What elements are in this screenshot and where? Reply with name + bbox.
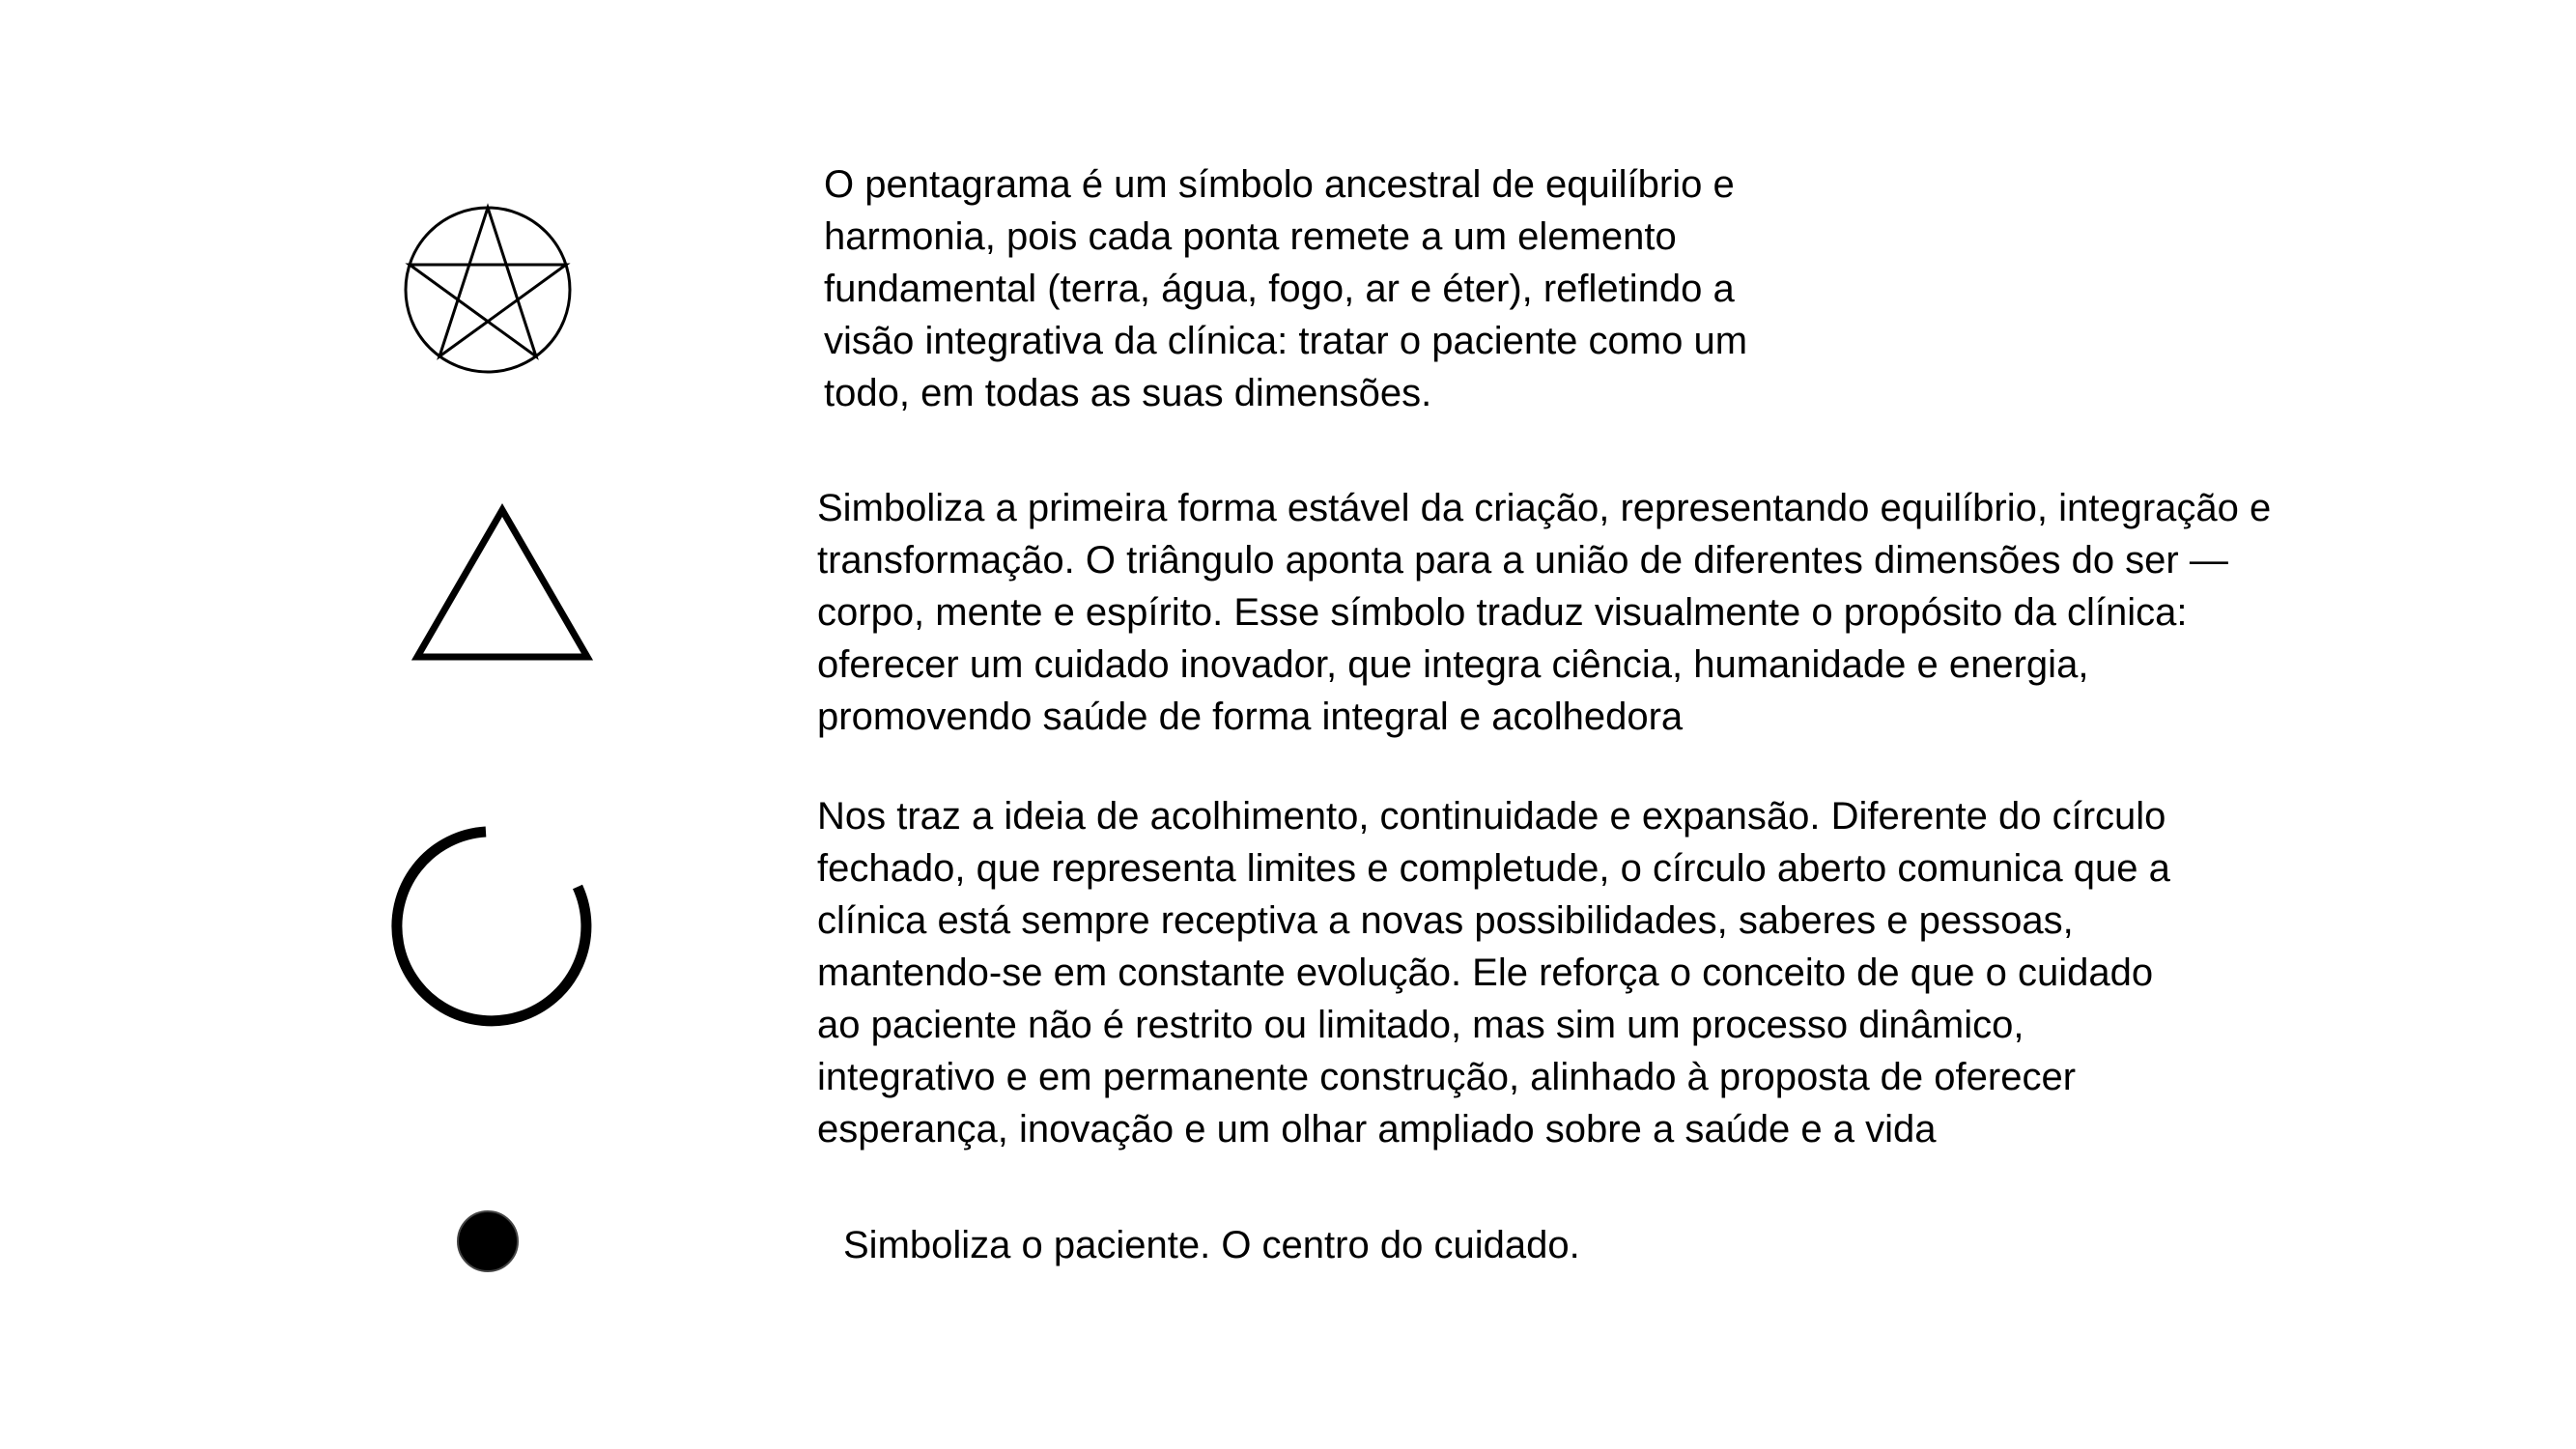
pentagram-description	[824, 158, 1747, 419]
open-circle-icon	[384, 819, 597, 1032]
text-line: Simboliza o paciente. O centro do cuidado.	[843, 1224, 1580, 1266]
triangle-icon	[410, 502, 594, 667]
text-line: visão integrativa da clínica: tratar o paciente como um	[824, 320, 1748, 362]
pentagram-icon	[401, 203, 575, 377]
text-line: integrativo e em permanente construção, alinhado à proposta de oferecer	[817, 1056, 2077, 1098]
text-line: oferecer um cuidado inovador, que integra ciência, humanidade e energia,	[817, 643, 2089, 686]
text-line: corpo, mente e espírito. Esse símbolo traduz visualmente o propósito da clínica:	[817, 591, 2188, 634]
text-line: Nos traz a ideia de acolhimento, continuidade e expansão. Diferente do círculo	[817, 795, 2166, 838]
dot-icon	[454, 1208, 522, 1275]
text-line: ao paciente não é restrito ou limitado, mas sim um processo dinâmico,	[817, 1004, 2024, 1046]
open-circle-description	[817, 790, 2170, 1155]
text-line: Simboliza a primeira forma estável da criação, representando equilíbrio, integração e	[817, 487, 2272, 529]
text-line: esperança, inovação e um olhar ampliado sobre a saúde e a vida	[817, 1108, 1937, 1151]
text-line: O pentagrama é um símbolo ancestral de equilíbrio e	[824, 163, 1735, 206]
text-line: clínica está sempre receptiva a novas possibilidades, saberes e pessoas,	[817, 899, 2074, 942]
text-line: todo, em todas as suas dimensões.	[824, 372, 1432, 414]
text-line: harmonia, pois cada ponta remete a um elemento	[824, 215, 1677, 258]
text-line: fechado, que representa limites e completude, o círculo aberto comunica que a	[817, 847, 2170, 890]
text-line: promovendo saúde de forma integral e acolhedora	[817, 696, 1684, 738]
text-line: fundamental (terra, água, fogo, ar e éter), refletindo a	[824, 268, 1735, 310]
triangle-description	[817, 482, 2271, 743]
text-line: transformação. O triângulo aponta para a união de diferentes dimensões do ser —	[817, 539, 2228, 582]
dot-description	[843, 1219, 1580, 1271]
text-line: mantendo-se em constante evolução. Ele reforça o conceito de que o cuidado	[817, 952, 2154, 994]
